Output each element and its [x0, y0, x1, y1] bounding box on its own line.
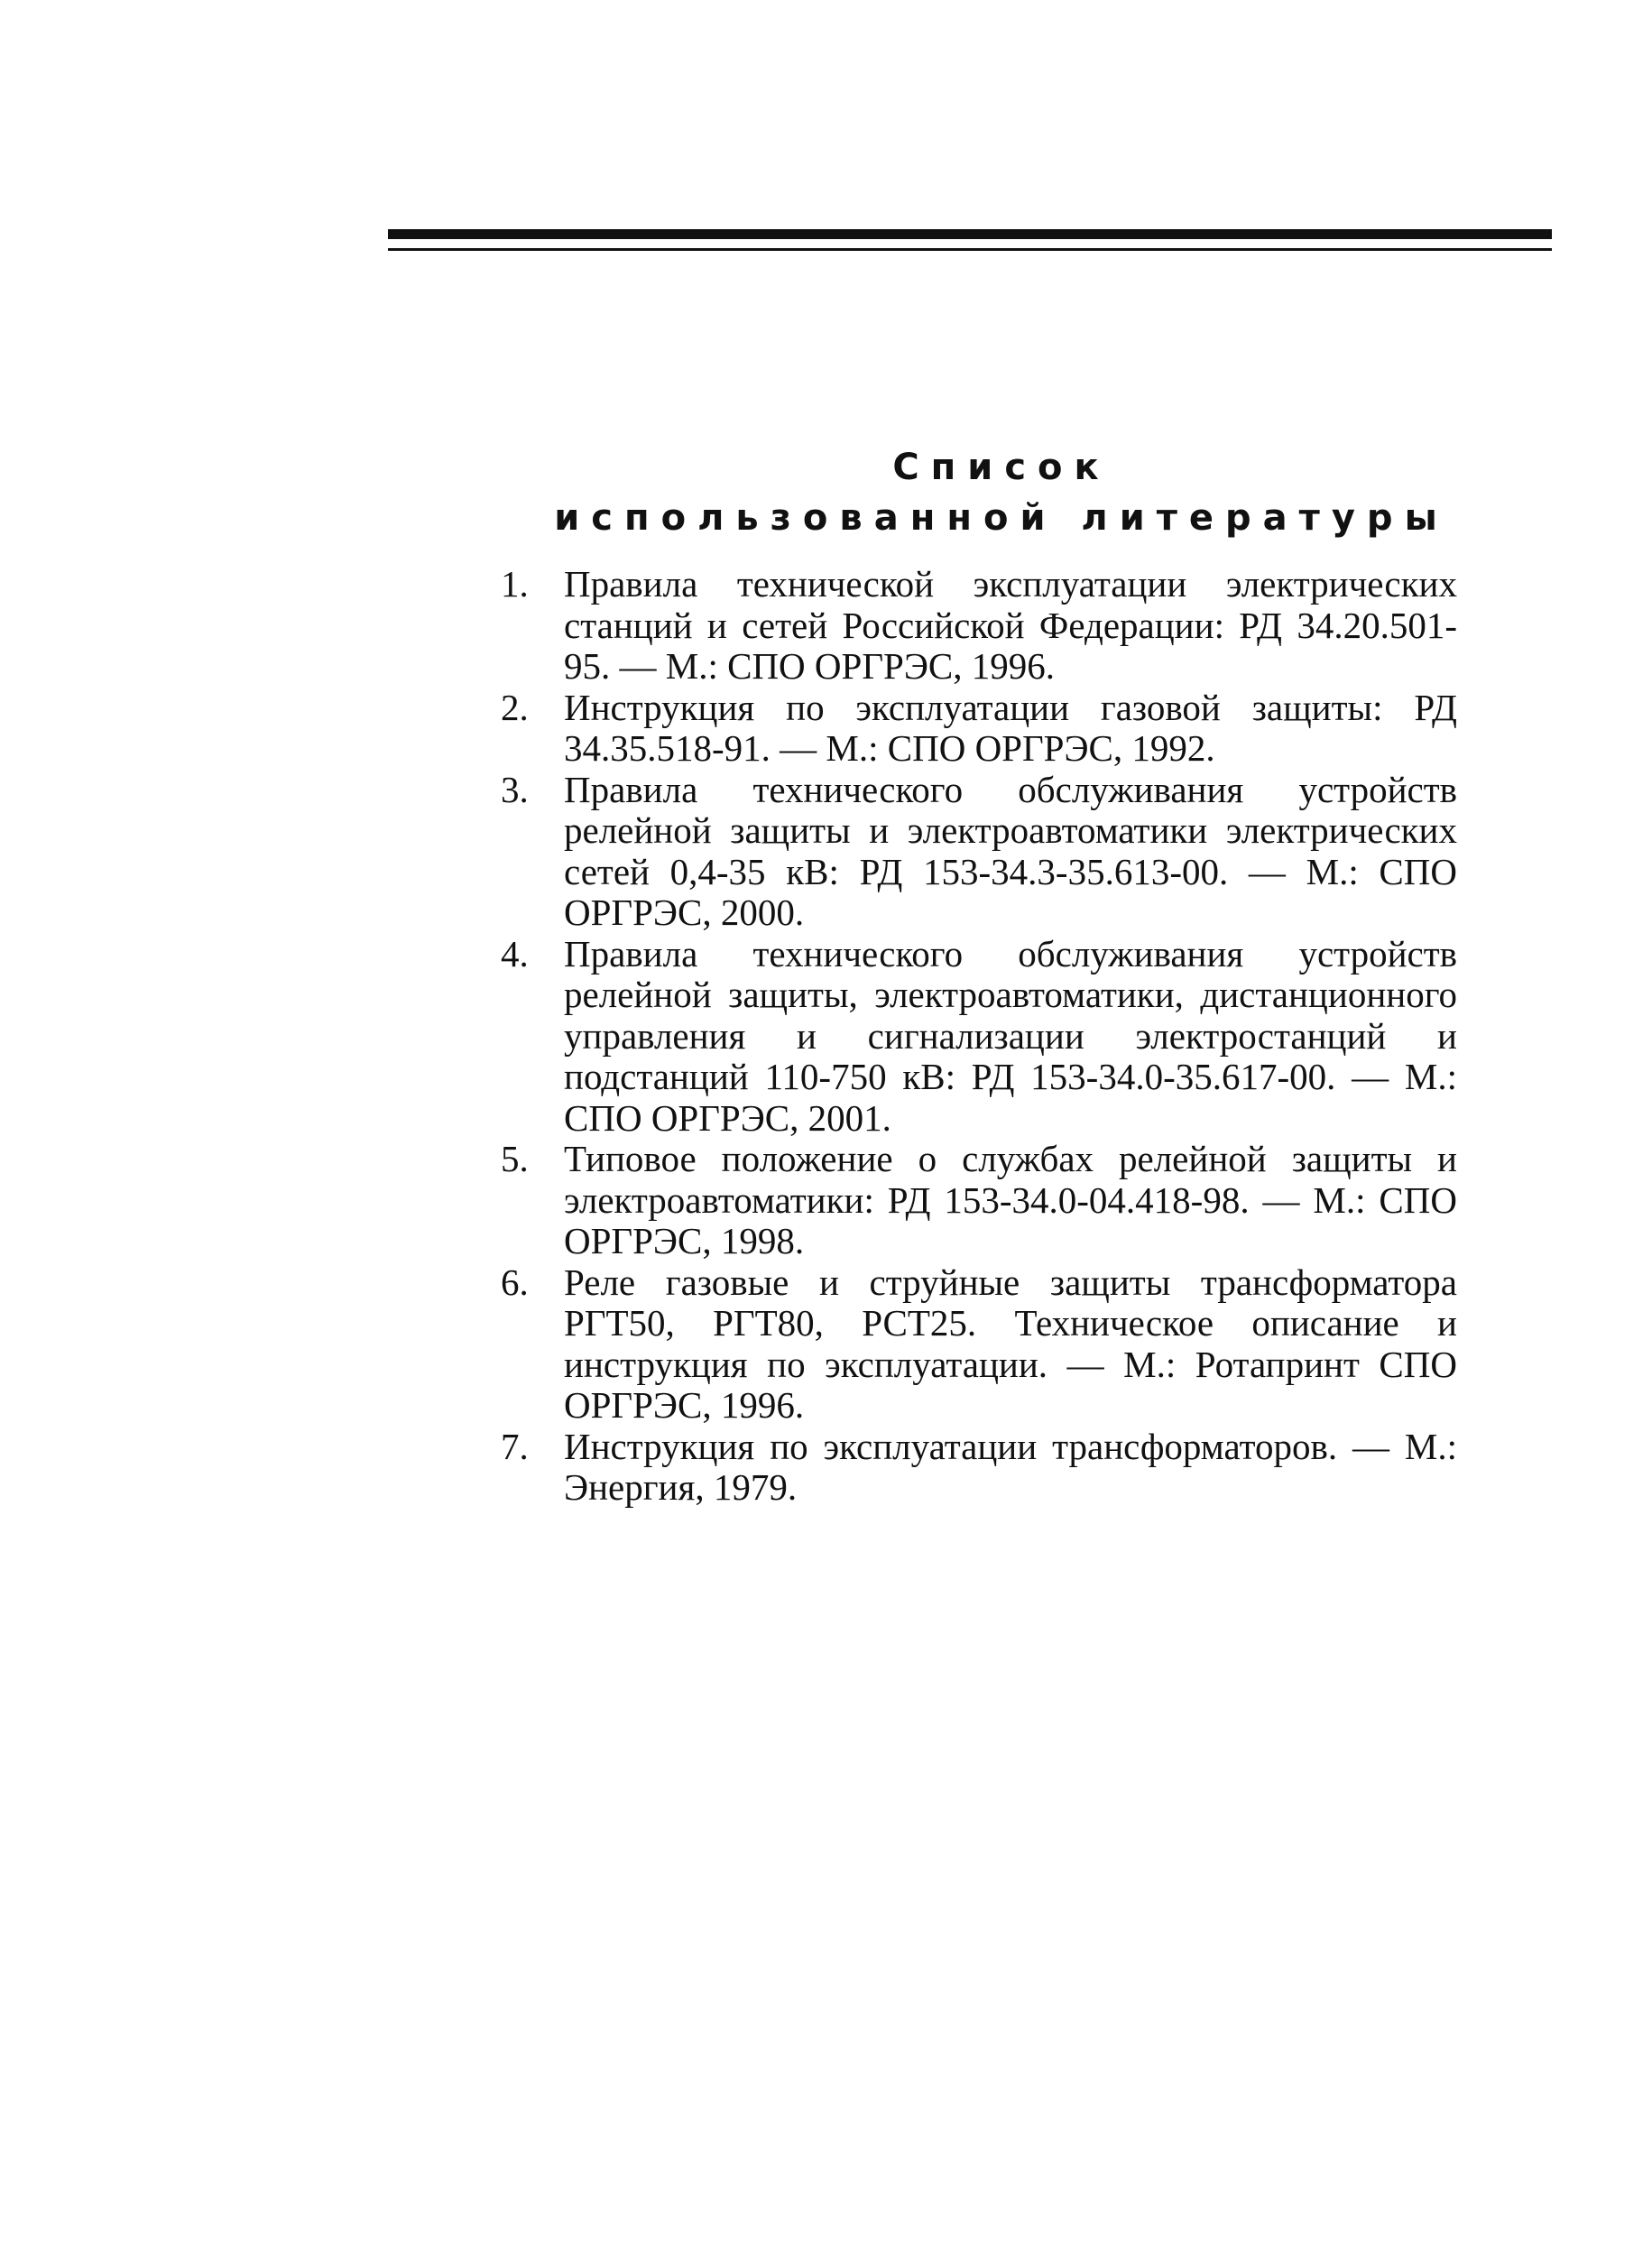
reference-item-1 — [501, 564, 1457, 688]
reference-item-3 — [501, 770, 1457, 934]
header-rule-thin — [388, 248, 1552, 251]
reference-number: 3. — [501, 768, 529, 810]
reference-item-6 — [501, 1262, 1457, 1427]
reference-number: 5. — [501, 1138, 529, 1179]
reference-number: 4. — [501, 932, 529, 975]
reference-number: 7. — [501, 1425, 529, 1467]
page-title-line-1: Список — [892, 447, 1111, 488]
reference-number: 6. — [501, 1261, 529, 1303]
reference-item-2 — [501, 688, 1457, 770]
reference-text: Правила технического обслуживания устройств релейной защиты, электроавтоматики, дистанционного управления и сигнализации электростанций и подстанций 110-750 кВ: РД 153-34.0-35.617-00. — М.: СПО ОРГРЭС, 2001. — [564, 932, 1457, 1139]
header-rule-thick — [388, 229, 1552, 239]
reference-text: Инструкция по эксплуатации газовой защиты: РД 34.35.518-91. — М.: СПО ОРГРЭС, 1992. — [564, 686, 1457, 769]
reference-list — [501, 564, 1457, 1509]
page-title — [505, 442, 1498, 543]
reference-text: Правила технической эксплуатации электрических станций и сетей Российской Федерации: РД 34.20.501-95. — М.: СПО ОРГРЭС, 1996. — [564, 563, 1457, 687]
reference-text: Инструкция по эксплуатации трансформаторов. — М.: Энергия, 1979. — [564, 1425, 1457, 1508]
reference-number: 2. — [501, 686, 529, 728]
reference-item-7 — [501, 1427, 1457, 1509]
reference-number: 1. — [501, 563, 529, 605]
reference-item-4 — [501, 934, 1457, 1140]
reference-item-5 — [501, 1139, 1457, 1262]
reference-text: Реле газовые и струйные защиты трансформатора РГТ50, РГТ80, РСТ25. Техническое описание и инструкция по эксплуатации. — М.: Ротапринт СПО ОРГРЭС, 1996. — [564, 1261, 1457, 1426]
page-title-line-2: использованной литературы — [554, 497, 1449, 539]
reference-text: Типовое положение о службах релейной защиты и электроавтоматики: РД 153-34.0-04.418-98. — М.: СПО ОРГРЭС, 1998. — [564, 1138, 1457, 1261]
reference-text: Правила технического обслуживания устройств релейной защиты и электроавтоматики электрических сетей 0,4-35 кВ: РД 153-34.3-35.613-00. — М.: СПО ОРГРЭС, 2000. — [564, 768, 1457, 933]
